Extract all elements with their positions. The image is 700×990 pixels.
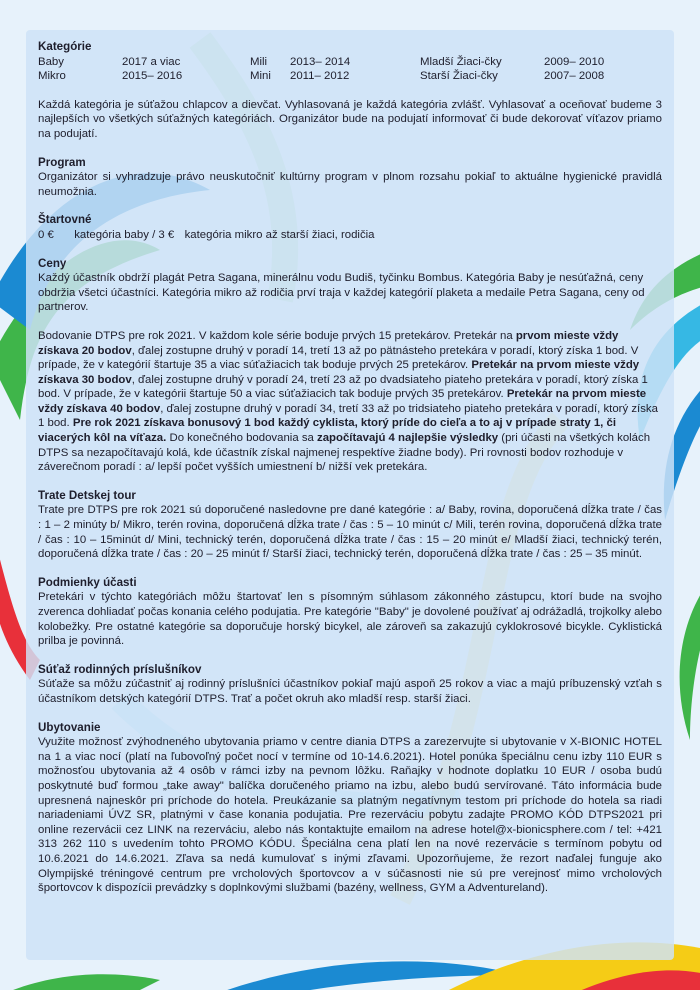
ubytovanie-text: Využite možnosť zvýhodneného ubytovania priamo v centre diania DTPS a zarezervujte si ubytovanie v X-BIONIC HOTEL na 1 a viac nocí (platí na ľubovoľný počet nocí v termíne od 10-14.6.2021). Hotel ponúka špeciálnu cenu izby 110 EUR s možnosťou ubytovania až 4 osôb v rámci izby na pevnom lôžku. Raňajky v hodnote doplatku 10 EUR / osoba budú poskytnuté buď formou „take away" balíčka doručeného priamo na izbu, alebo budú servírované. Táto informácia bude upresnená najneskôr pri príchode do hotela. Preukázanie sa platným negatívnym testom pri príchode do hotela sa riadi nariadeniami ÚVZ SR, platnými v čase konania podujatia. Pre rezerváciu pobytu zadajte PROMO KÓD DTPS2021 pri online rezervácii cez LINK na rezerváciu, alebo nás kontaktujte emailom na adrese hotel@x-bionicsphere.com / tel: +421 313 262 110 s uvedením tohto PROMO KÓDU. Špeciálna cena platí len na nové rezervácie s termínom pobytu od 10.6.2021 do 14.6.2021. Zľava sa nedá kumulovať s inými zľavami. Upozorňujeme, že rezort naďalej funguje ako Olympijské tréningové centrum pre vrcholových športovcov a v súčasnosti nie sú pre verejnosť mimo vrcholových športovcov k dispozícii prevádzky s doplnkovými službami (bazény, wellness, GYM a Adventureland). xyxy=(38,736,662,895)
category-name: Mladší Žiaci-čky xyxy=(420,55,502,68)
category-years: 2017 a viac xyxy=(122,55,181,68)
bodovanie-part: , ďalej zostupne druhý v poradí 14, tretí 13 až po pätnásteho pretekára v poradí, ktorý získa 1 bod. V prípade, že v kategórií štartuje 35 a viac súťažiacich tak boduje prvých 25 pretekárov. xyxy=(38,344,639,372)
section-trate xyxy=(38,489,662,562)
section-ceny xyxy=(38,257,662,315)
bodovanie-highlight: Pre rok 2021 získava bonusový 1 bod každý cyklista, ktorý príde do cieľa a to aj v prípade straty 1, či viacerých kôl na víťaza. xyxy=(38,417,616,445)
price-label-baby: kategória baby / 3 € xyxy=(74,228,175,241)
bodovanie-part: (pri účasti na všetkých kolách DTPS sa nezapočítavajú kolá, kde účastník získal najmenej respektíve žiadne body). Pri rovnosti bodov rozhoduje v záverečnom poradí : a/ lepší počet vyšších umiestnení b/ nižší vek pretekára. xyxy=(38,432,651,474)
startovne-line xyxy=(38,228,662,243)
category-note: Každá kategória je súťažou chlapcov a dievčat. Vyhlasovaná je každá kategória zvlášť. Vyhlasovať a oceňovať budeme 3 najlepších vo všetkých súťažných kategóriách. Organizátor bude na podujatí informovať či bude dekorovať víťazov priamo na podujatí. xyxy=(38,98,662,140)
category-row xyxy=(38,69,662,84)
bodovanie-text xyxy=(38,329,662,475)
category-years: 2013– 2014 xyxy=(290,55,351,68)
category-row xyxy=(38,55,662,70)
section-sutaz xyxy=(38,663,662,707)
category-years: 2011– 2012 xyxy=(290,70,350,83)
category-years: 2015– 2016 xyxy=(122,70,183,83)
heading-podmienky: Podmienky účasti xyxy=(38,575,137,589)
category-years: 2009– 2010 xyxy=(544,55,605,68)
bodovanie-highlight: započítavajú 4 najlepšie výsledky xyxy=(317,432,499,445)
heading-trate: Trate Detskej tour xyxy=(38,488,136,502)
program-text: Organizátor si vyhradzuje právo neuskutočniť kultúrny program v plnom rozsahu pokiaľ to aktuálne hygienické pravidlá neumožnia. xyxy=(38,171,662,198)
ceny-text: Každý účastník obdrží plagát Petra Sagana, minerálnu vodu Budiš, tyčinku Bombus. Kategória Baby je nesúťažná, ceny obdržia všetci účastníci. Kategória mikro až rodičia prví traja v každej kategórií plaketa a medaile Petra Sagana, ceny od partnerov. xyxy=(38,272,645,314)
section-ubytovanie xyxy=(38,721,662,896)
bodovanie-part: , ďalej zostupne druhý v poradí 34, tretí 33 až po tridsiateho piateho pretekára v poradí, ktorý získa 1 bod. xyxy=(38,402,658,430)
category-name: Mini xyxy=(250,70,271,83)
section-program xyxy=(38,156,662,200)
heading-program: Program xyxy=(38,155,86,169)
document-body xyxy=(38,40,662,896)
bodovanie-highlight: Pretekár na prvom mieste vždy získava 30 bodov xyxy=(38,359,640,386)
heading-sutaz: Súťaž rodinných príslušníkov xyxy=(38,662,202,676)
section-startovne xyxy=(38,213,662,242)
category-name: Mili xyxy=(250,55,268,68)
podmienky-text: Pretekári v týchto kategóriách môžu štartovať len s písomným súhlasom zákonného zástupcu, ktorí bude na svojho zverenca dohliadať počas konania celého podujatia. Pre kategórie "Baby" je dovolené používať aj odrážadlá, trojkolky alebo kolobežky. Pre ostatné kategórie sa doporučuje horský bicykel, ale zároveň sa zakazujú cyklokrosové bicykle. Cyklistická prilba je povinná. xyxy=(38,591,662,648)
category-name: Starší Žiaci-čky xyxy=(420,70,498,83)
category-name: Baby xyxy=(38,55,64,68)
bodovanie-part: Bodovanie DTPS pre rok 2021. V každom kole série boduje prvých 15 pretekárov. Pretekár na xyxy=(38,329,516,342)
category-name: Mikro xyxy=(38,70,66,83)
category-years: 2007– 2008 xyxy=(544,70,605,83)
section-bodovanie xyxy=(38,329,662,475)
bodovanie-part: , ďalej zostupne druhý v poradí 24, tretí 23 až po dvadsiateho piateho pretekára v poradí, ktorý získa 1 bod. V prípade, že v kategórii štartuje 50 a viac súťažiacich tak boduje prvých 35 pretekárov. xyxy=(38,373,648,401)
section-podmienky xyxy=(38,576,662,649)
heading-kategorie: Kategórie xyxy=(38,40,92,53)
heading-ceny: Ceny xyxy=(38,256,67,270)
bodovanie-highlight: prvom mieste vždy získava 20 bodov xyxy=(38,329,619,357)
price-label-others: kategória mikro až starší žiaci, rodičia xyxy=(184,228,375,241)
heading-startovne: Štartovné xyxy=(38,213,92,227)
bodovanie-highlight: Pretekár na prvom mieste vždy získava 40 bodov xyxy=(38,388,647,415)
sutaz-text: Súťaže sa môžu zúčastniť aj rodinný príslušníci účastníkov pokiaľ majú aspoň 25 rokov a viac a majú príbuzenský vzťah s účastníkom detských kategórií DTPS. Trať a počet okruh ako mladší resp. starší žiaci. xyxy=(38,678,662,705)
heading-ubytovanie: Ubytovanie xyxy=(38,720,101,734)
bodovanie-part: Do konečného bodovania sa xyxy=(166,432,318,445)
trate-text: Trate pre DTPS pre rok 2021 sú doporučené nasledovne pre dané kategórie : a/ Baby, rovina, doporučená dĺžka trate / čas : 1 – 2 minúty b/ Mikro, terén rovina, doporučená dĺžka trate / čas : 5 – 10 minút c/ Mili, terén rovina, doporučená dĺžka trate / čas : 10 – 15minút d/ Mini, technický terén, doporučená dĺžka trate / čas : 15 – 20 minút e/ Mladší žiaci, technický terén, doporučená dĺžka trate / čas : 20 – 25 minút f/ Starší žiaci, technický terén, doporučená dĺžka trate / čas : 25 – 35 minút. xyxy=(38,504,662,561)
price-baby: 0 € xyxy=(38,228,54,241)
section-kategorie xyxy=(38,40,662,142)
